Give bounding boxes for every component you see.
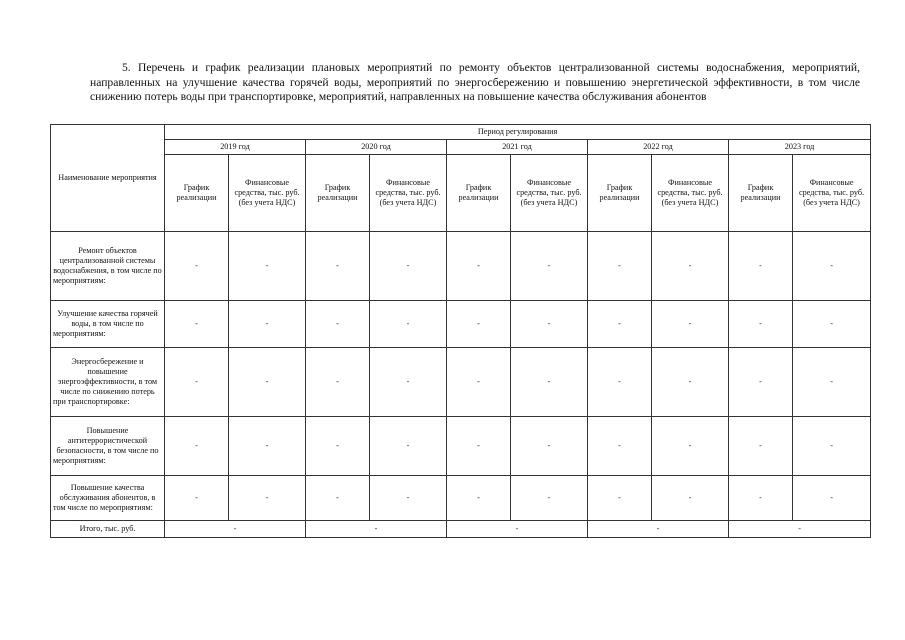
year-header-2022: 2022 год — [588, 140, 729, 155]
table-row — [51, 476, 871, 521]
name-column-header: Наименование мероприятия — [51, 125, 165, 232]
table-cell: - — [306, 476, 370, 521]
total-row — [51, 521, 871, 538]
events-schedule-table — [50, 124, 871, 538]
table-cell: - — [306, 232, 370, 301]
table-row — [51, 348, 871, 417]
row-name: Повышение антитеррористической безопасности, в том числе по мероприятиям: — [51, 417, 165, 476]
schedule-subheader: График реализации — [306, 155, 370, 232]
schedule-subheader: График реализации — [588, 155, 652, 232]
year-header-2021: 2021 год — [447, 140, 588, 155]
row-name: Ремонт объектов централизованной системы водоснабжения, в том числе по мероприятиям: — [51, 232, 165, 301]
table-cell: - — [511, 301, 588, 348]
schedule-subheader: График реализации — [165, 155, 229, 232]
table-cell: - — [447, 417, 511, 476]
row-name: Улучшение качества горячей воды, в том числе по мероприятиям: — [51, 301, 165, 348]
schedule-subheader: График реализации — [447, 155, 511, 232]
table-cell: - — [370, 417, 447, 476]
finance-subheader: Финансовые средства, тыс. руб. (без учета НДС) — [229, 155, 306, 232]
table-cell: - — [588, 348, 652, 417]
table-cell: - — [729, 417, 793, 476]
table-cell: - — [447, 348, 511, 417]
table-cell: - — [588, 232, 652, 301]
table-cell: - — [652, 417, 729, 476]
table-cell: - — [793, 348, 871, 417]
table-cell: - — [729, 348, 793, 417]
table-cell: - — [165, 348, 229, 417]
table-cell: - — [729, 232, 793, 301]
table-cell: - — [165, 301, 229, 348]
total-cell-2021: - — [447, 521, 588, 538]
year-header-2023: 2023 год — [729, 140, 871, 155]
finance-subheader: Финансовые средства, тыс. руб. (без учета НДС) — [511, 155, 588, 232]
table-cell: - — [165, 232, 229, 301]
table-row — [51, 232, 871, 301]
table-cell: - — [229, 301, 306, 348]
table-cell: - — [447, 232, 511, 301]
table-cell: - — [652, 301, 729, 348]
table-cell: - — [588, 417, 652, 476]
table-cell: - — [447, 476, 511, 521]
table-cell: - — [588, 301, 652, 348]
total-label: Итого, тыс. руб. — [51, 521, 165, 538]
table-cell: - — [793, 476, 871, 521]
finance-subheader: Финансовые средства, тыс. руб. (без учета НДС) — [652, 155, 729, 232]
total-cell-2020: - — [306, 521, 447, 538]
table-cell: - — [793, 417, 871, 476]
table-cell: - — [229, 417, 306, 476]
table-cell: - — [511, 348, 588, 417]
table-cell: - — [306, 417, 370, 476]
table-cell: - — [447, 301, 511, 348]
table-row — [51, 417, 871, 476]
table-cell: - — [165, 476, 229, 521]
table-cell: - — [511, 417, 588, 476]
table-cell: - — [652, 476, 729, 521]
table-cell: - — [793, 301, 871, 348]
table-cell: - — [511, 232, 588, 301]
table-cell: - — [370, 301, 447, 348]
table-cell: - — [511, 476, 588, 521]
table-cell: - — [370, 232, 447, 301]
section-heading-text: 5. Перечень и график реализации плановых мероприятий по ремонту объектов централизованной системы водоснабжения, мероприятий, направленных на улучшение качества горячей воды, мероприятий по энергосбережению и повышению энергетической эффективности, в том числе снижению потерь воды при транспортировке, мероприятий, направленных на повышение качества обслуживания абонентов — [90, 61, 860, 103]
table-cell: - — [652, 348, 729, 417]
year-header-2020: 2020 год — [306, 140, 447, 155]
table-cell: - — [229, 476, 306, 521]
finance-subheader: Финансовые средства, тыс. руб. (без учета НДС) — [793, 155, 871, 232]
table-cell: - — [306, 348, 370, 417]
table-cell: - — [729, 301, 793, 348]
table-cell: - — [652, 232, 729, 301]
table-cell: - — [793, 232, 871, 301]
section-heading — [90, 61, 860, 105]
table-cell: - — [588, 476, 652, 521]
table-cell: - — [165, 417, 229, 476]
table-cell: - — [729, 476, 793, 521]
schedule-subheader: График реализации — [729, 155, 793, 232]
table-cell: - — [229, 348, 306, 417]
table-cell: - — [229, 232, 306, 301]
year-header-2019: 2019 год — [165, 140, 306, 155]
table-cell: - — [370, 348, 447, 417]
period-header: Период регулирования — [165, 125, 871, 140]
finance-subheader: Финансовые средства, тыс. руб. (без учета НДС) — [370, 155, 447, 232]
table-cell: - — [306, 301, 370, 348]
total-cell-2019: - — [165, 521, 306, 538]
row-name: Повышение качества обслуживания абонентов, в том числе по мероприятиям: — [51, 476, 165, 521]
total-cell-2023: - — [729, 521, 871, 538]
table-row — [51, 301, 871, 348]
row-name: Энергосбережение и повышение энергоэффективности, в том числе по снижению потерь при транспортировке: — [51, 348, 165, 417]
total-cell-2022: - — [588, 521, 729, 538]
table-cell: - — [370, 476, 447, 521]
